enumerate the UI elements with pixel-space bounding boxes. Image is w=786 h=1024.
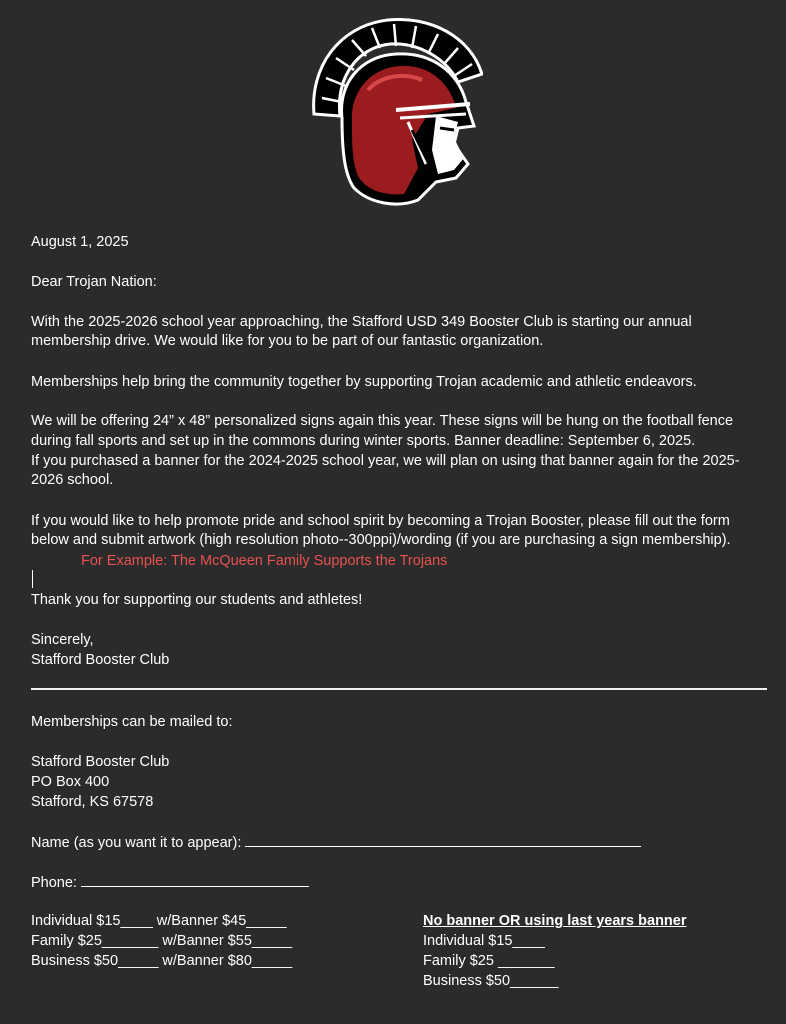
phone-row <box>31 872 309 893</box>
address-name: Stafford Booster Club <box>31 754 170 770</box>
paragraph-intro-line-2: membership drive. We would like for you to be part of our fantastic organization. <box>31 333 544 349</box>
letter-greeting: Dear Trojan Nation: <box>31 274 157 290</box>
mail-heading: Memberships can be mailed to: <box>31 714 233 730</box>
paragraph-signs-line-3: If you purchased a banner for the 2024-2025 school year, we will plan on using that banner again for the 2025- <box>31 453 740 469</box>
trojan-helmet-icon <box>308 18 483 210</box>
divider <box>31 688 767 690</box>
no-banner-row-business <box>423 971 558 991</box>
option-family-banner-blank[interactable]: _____ <box>251 933 293 949</box>
option-row-family <box>31 931 292 951</box>
signature: Stafford Booster Club <box>31 652 170 668</box>
name-label: Name (as you want it to appear): <box>31 835 242 851</box>
option-row-individual <box>31 911 287 931</box>
no-banner-business: Business $50 <box>423 973 511 989</box>
option-family-banner: w/Banner $55 <box>158 933 252 949</box>
closing: Sincerely, <box>31 632 94 648</box>
no-banner-heading: No banner OR using last years banner <box>423 913 687 929</box>
option-business-banner: w/Banner $80 <box>158 953 252 969</box>
option-business-blank[interactable]: _____ <box>118 953 159 969</box>
option-individual-banner-blank[interactable]: _____ <box>246 913 287 929</box>
name-row <box>31 832 641 853</box>
option-business: Business $50 <box>31 953 119 969</box>
no-banner-individual: Individual $15 <box>423 933 513 949</box>
option-individual: Individual $15 <box>31 913 121 929</box>
name-field[interactable] <box>245 832 641 847</box>
phone-field[interactable] <box>81 872 309 887</box>
option-family-blank[interactable]: _______ <box>101 933 159 949</box>
option-business-banner-blank[interactable]: _____ <box>251 953 293 969</box>
address-box: PO Box 400 <box>31 774 110 790</box>
no-banner-family-blank[interactable]: _______ <box>497 953 555 969</box>
paragraph-signs-line-1: We will be offering 24” x 48” personalized signs again this year. These signs will be hung on the football fence <box>31 413 734 429</box>
no-banner-individual-blank[interactable]: ____ <box>512 933 545 949</box>
no-banner-row-individual <box>423 931 545 951</box>
paragraph-signs-line-4: 2026 school. <box>31 472 114 488</box>
no-banner-business-blank[interactable]: ______ <box>510 973 559 989</box>
letter-date: August 1, 2025 <box>31 234 129 250</box>
paragraph-signs-line-2: during fall sports and set up in the commons during winter sports. Banner deadline: September 6, 2025. <box>31 433 696 449</box>
text-cursor <box>32 570 33 588</box>
example-wording: For Example: The McQueen Family Supports the Trojans <box>81 553 448 569</box>
paragraph-join-line-1: If you would like to help promote pride and school spirit by becoming a Trojan Booster, please fill out the form <box>31 513 730 529</box>
paragraph-community: Memberships help bring the community together by supporting Trojan academic and athletic endeavors. <box>31 374 697 390</box>
paragraph-intro-line-1: With the 2025-2026 school year approaching, the Stafford USD 349 Booster Club is starting our annual <box>31 314 692 330</box>
address-city: Stafford, KS 67578 <box>31 794 154 810</box>
option-individual-banner: w/Banner $45 <box>152 913 247 929</box>
option-individual-blank[interactable]: ____ <box>120 913 153 929</box>
no-banner-row-family <box>423 951 554 971</box>
paragraph-join-line-2: below and submit artwork (high resolution photo--300ppi)/wording (if you are purchasing a sign membership). <box>31 532 731 548</box>
phone-label: Phone: <box>31 875 77 891</box>
option-row-business <box>31 951 292 971</box>
option-family: Family $25 <box>31 933 102 949</box>
thanks-line: Thank you for supporting our students and athletes! <box>31 592 363 608</box>
no-banner-family: Family $25 <box>423 953 498 969</box>
